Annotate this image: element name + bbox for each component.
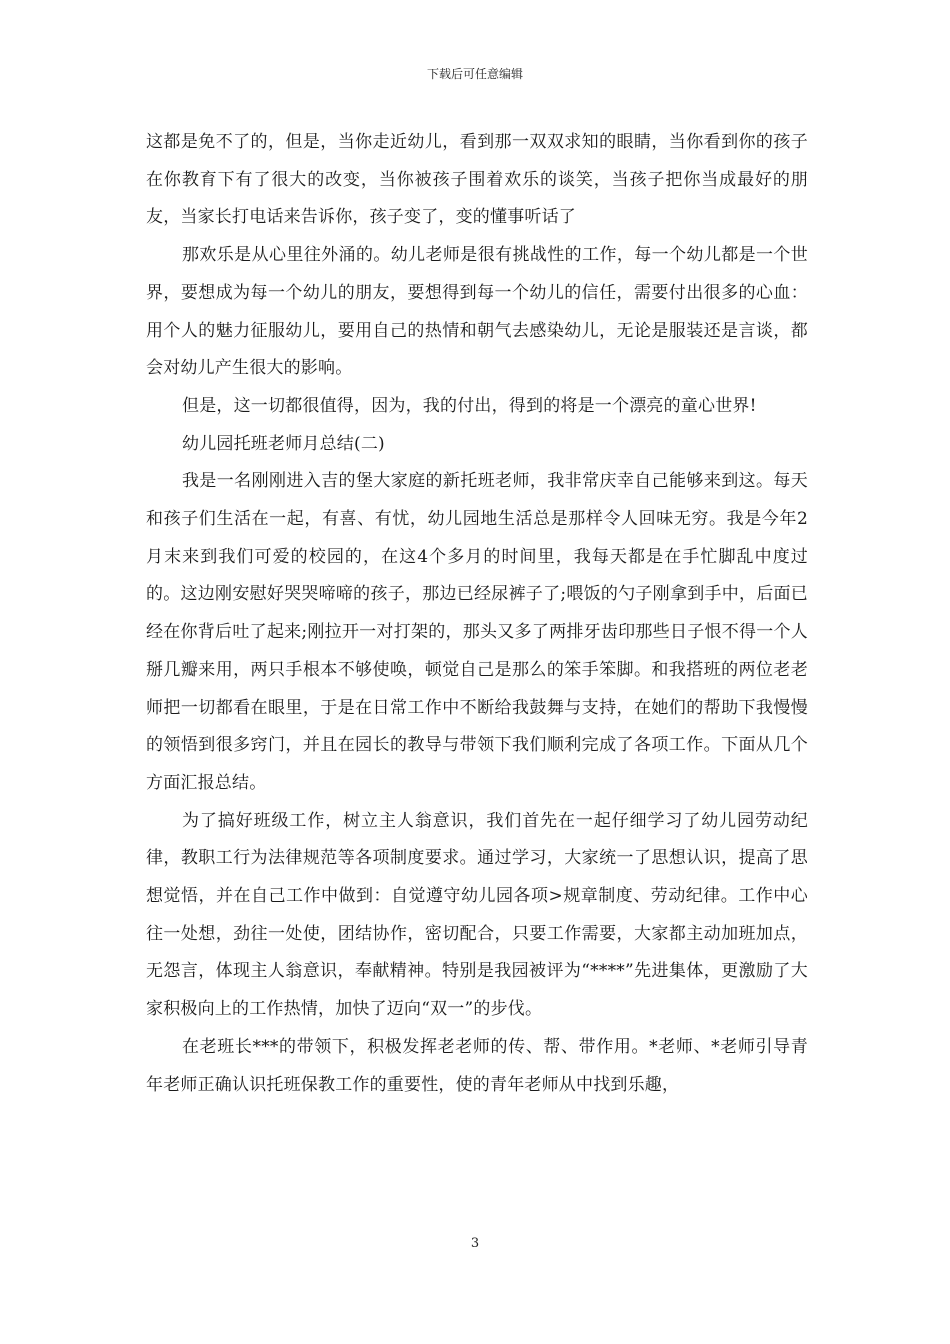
section-heading: 幼儿园托班老师月总结(二)	[182, 433, 385, 454]
page-header: 下载后可任意编辑	[426, 67, 523, 81]
paragraph-4: 我是一名刚刚进入吉的堡大家庭的新托班老师，我非常庆幸自己能够来到这。每天和孩子们生活在一起，有喜、有忧，幼儿园地生活总是那样令人回味无穷。我是今年2月末来到我们可爱的校园的，在这4个多月的时间里，我每天都是在手忙脚乱中度过的。这边刚安慰好哭哭啼啼的孩子，那边已经尿裤子了;喂饭的勺子刚拿到手中，后面已经在你背后吐了起来;刚拉开一对打架的，那头又多了两排牙齿印那些日子恨不得一个人掰几瓣来用，两只手根本不够使唤，顿觉自己是那么的笨手笨脚。和我搭班的两位老老师把一切都看在眼里，于是在日常工作中不断给我鼓舞与支持，在她们的帮助下我慢慢的领悟到很多窍门，并且在园长的教导与带领下我们顺利完成了各项工作。下面从几个方面汇报总结。	[146, 471, 808, 793]
paragraph-6: 在老班长***的带领下，积极发挥老老师的传、帮、带作用。*老师、*老师引导青年老师正确认识托班保教工作的重要性，使的青年老师从中找到乐趣，	[146, 1036, 808, 1095]
page-number: 3	[470, 1236, 480, 1251]
paragraph-2: 那欢乐是从心里往外涌的。幼儿老师是很有挑战性的工作，每一个幼儿都是一个世界，要想成为每一个幼儿的朋友，要想得到每一个幼儿的信任，需要付出很多的心血：用个人的魅力征服幼儿，要用自己的热情和朝气去感染幼儿，无论是服装还是言谈，都会对幼儿产生很大的影响。	[146, 245, 808, 379]
paragraph-5: 为了搞好班级工作，树立主人翁意识，我们首先在一起仔细学习了幼儿园劳动纪律，教职工行为法律规范等各项制度要求。通过学习，大家统一了思想认识，提高了思想觉悟，并在自己工作中做到：自觉遵守幼儿园各项>规章制度、劳动纪律。工作中心往一处想，劲往一处使，团结协作，密切配合，只要工作需要，大家都主动加班加点，无怨言，体现主人翁意识，奉献精神。特别是我园被评为“****”先进集体，更激励了大家积极向上的工作热情，加快了迈向“双一”的步伐。	[146, 810, 808, 1020]
paragraph-3: 但是，这一切都很值得，因为，我的付出，得到的将是一个漂亮的童心世界!	[182, 395, 757, 416]
document-body	[146, 124, 808, 1104]
paragraph-1: 这都是免不了的，但是，当你走近幼儿，看到那一双双求知的眼睛，当你看到你的孩子在你教育下有了很大的改变，当你被孩子围着欢乐的谈笑，当孩子把你当成最好的朋友，当家长打电话来告诉你，孩子变了，变的懂事听话了	[146, 132, 808, 228]
